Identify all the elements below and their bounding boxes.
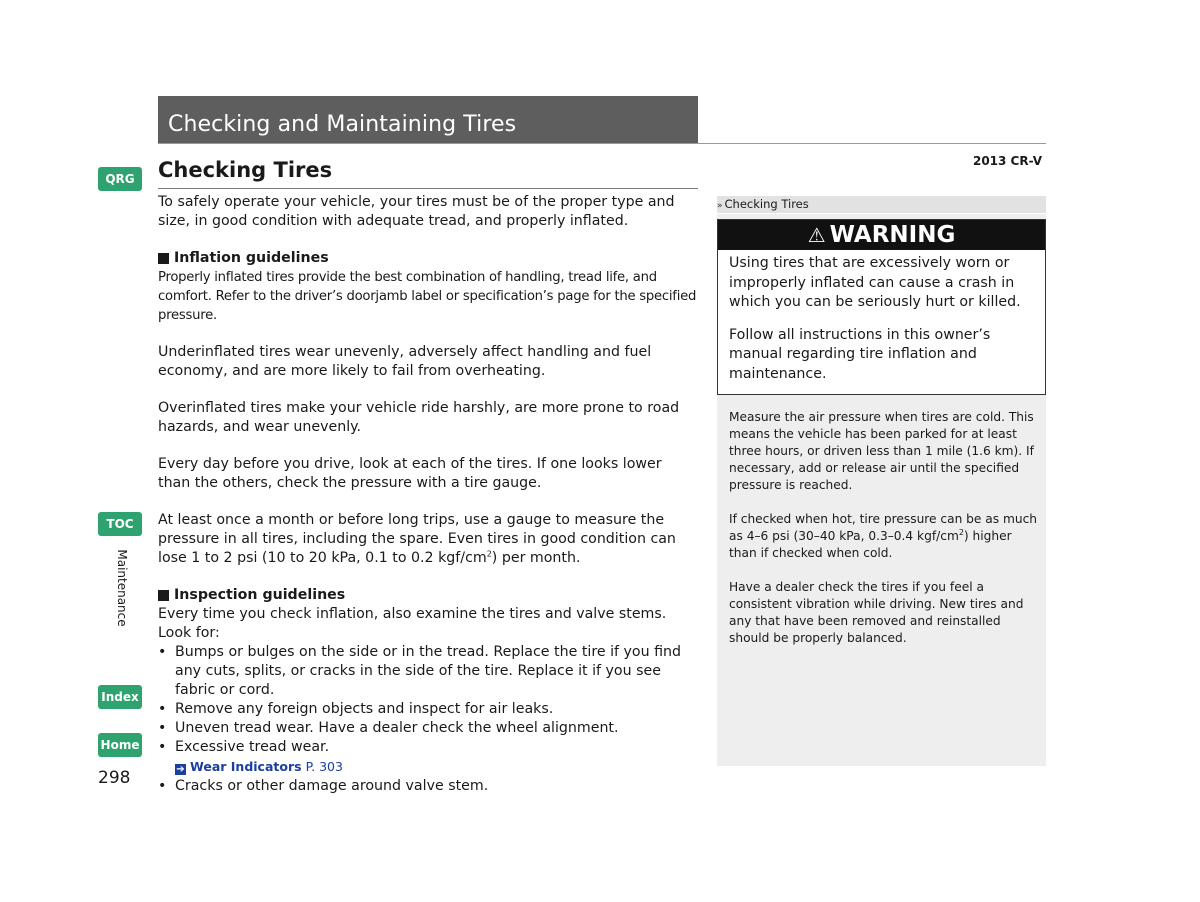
side-note-2-text: If checked when hot, tire pressure can be as much as 4–6 psi (30–40 kPa, 0.3–0.4 kgf/cm [729, 512, 1037, 543]
section-title: Checking and Maintaining Tires [168, 112, 517, 137]
side-tab-label: Checking Tires [724, 197, 809, 211]
list-item [158, 738, 698, 757]
title-divider [158, 188, 698, 189]
intro-paragraph: To safely operate your vehicle, your tires must be of the proper type and size, in good condition with adequate tread, and properly inflated. [158, 194, 675, 229]
spacer [158, 493, 698, 511]
main-content [158, 193, 698, 796]
inflation-heading [158, 249, 698, 268]
list-item [158, 719, 698, 738]
spacer [158, 231, 698, 249]
inflation-p5-text: At least once a month or before long trips, use a gauge to measure the pressure in all tires, including the spare. Even tires in good condition can lose 1 to 2 psi (10 to 20 kPa, 0.1 to 0.2 kgf/cm [158, 512, 676, 566]
inspection-heading [158, 586, 698, 605]
side-note-1: Measure the air pressure when tires are cold. This means the vehicle has been parked for at least three hours, or driven less than 1 mile (1.6 km). If necessary, add or release air until the specified pressure is reached. [729, 410, 1034, 492]
list-item-text: Bumps or bulges on the side or in the tread. Replace the tire if you find any cuts, splits, or cracks in the side of the tire. Replace it if you see fabric or cord. [175, 644, 682, 698]
side-note-2-tail: ) higher than if checked when cold. [729, 529, 1012, 560]
toc-button[interactable]: TOC [98, 512, 142, 536]
spacer [158, 325, 698, 343]
warning-paragraph-2: Follow all instructions in this owner’s manual regarding tire inflation and maintenance. [729, 326, 991, 382]
wear-indicators-link[interactable] [158, 757, 698, 777]
model-label: 2013 CR-V [972, 154, 1042, 168]
index-button[interactable]: Index [98, 685, 142, 709]
home-button[interactable]: Home [98, 733, 142, 757]
heading-square-icon [158, 253, 169, 264]
inspection-heading-text: Inspection guidelines [174, 587, 346, 603]
page-number: 298 [98, 768, 131, 788]
cross-reference-arrow-icon: ➔ [176, 764, 185, 775]
bullet-icon: • [158, 778, 167, 794]
section-side-label: Maintenance [115, 549, 129, 627]
inflation-paragraph-3: Overinflated tires make your vehicle ride harshly, are more prone to road hazards, and wear unevenly. [158, 400, 680, 435]
warning-triangle-icon: ⚠ [807, 223, 826, 247]
list-item-text: Cracks or other damage around valve stem. [175, 778, 489, 794]
bullet-icon: • [158, 739, 167, 755]
inflation-heading-text: Inflation guidelines [174, 250, 329, 266]
look-for-label: Look for: [158, 625, 220, 641]
side-panel-tab [717, 196, 1046, 214]
inflation-paragraph-2: Underinflated tires wear unevenly, adversely affect handling and fuel economy, and are more likely to fail from overheating. [158, 344, 652, 379]
list-item [158, 643, 698, 700]
bullet-icon: • [158, 701, 167, 717]
heading-square-icon [158, 590, 169, 601]
list-item-text: Remove any foreign objects and inspect for air leaks. [175, 701, 554, 717]
side-notes [729, 409, 1037, 664]
inflation-p5-tail: ) per month. [491, 550, 581, 566]
inspection-paragraph: Every time you check inflation, also examine the tires and valve stems. [158, 606, 667, 622]
double-chevron-icon: » [717, 201, 723, 211]
spacer [158, 381, 698, 399]
inflation-paragraph-5 [158, 511, 698, 568]
warning-paragraph-1: Using tires that are excessively worn or improperly inflated can cause a crash in which you can be seriously hurt or killed. [729, 255, 1021, 310]
side-note-2 [729, 511, 1037, 562]
side-note-3: Have a dealer check the tires if you feel a consistent vibration while driving. New tires and any that have been removed and reinstalled should be properly balanced. [729, 580, 1024, 645]
warning-header [718, 220, 1045, 250]
list-item [158, 777, 698, 796]
list-item-text: Uneven tread wear. Have a dealer check the wheel alignment. [175, 720, 619, 736]
warning-box [717, 219, 1046, 395]
qrg-button[interactable]: QRG [98, 167, 142, 191]
link-page[interactable]: P. 303 [305, 759, 343, 774]
inflation-paragraph-4: Every day before you drive, look at each of the tires. If one looks lower than the others, check the pressure with a tire gauge. [158, 456, 662, 491]
list-item-text: Excessive tread wear. [175, 739, 330, 755]
section-banner [158, 96, 698, 143]
bullet-icon: • [158, 644, 167, 660]
warning-body [729, 254, 1041, 397]
spacer [158, 437, 698, 455]
spacer [158, 568, 698, 586]
inflation-paragraph-1: Properly inflated tires provide the best combination of handling, tread life, and comfort. Refer to the driver’s doorjamb label or specification’s page for the specified pressure. [158, 270, 697, 323]
header-divider [158, 143, 1046, 144]
link-title[interactable]: Wear Indicators [190, 759, 302, 774]
list-item [158, 700, 698, 719]
bullet-icon: • [158, 720, 167, 736]
warning-header-text: WARNING [829, 222, 956, 248]
superscript: 2 [958, 527, 964, 537]
superscript: 2 [486, 549, 492, 559]
page-title: Checking Tires [158, 158, 333, 182]
